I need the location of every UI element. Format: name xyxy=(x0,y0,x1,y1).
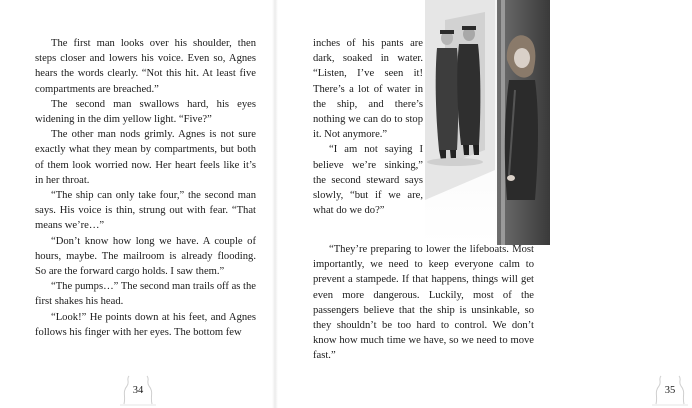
right-paragraph-1: inches of his pants are dark, soaked in water. “Listen, I’ve seen it! There’s a lot of water in the ship, and there’s nothing we can do to stop it. Not anymore.” xyxy=(313,38,423,141)
left-paragraph-7: “Look!” He points down at his feet, and Agnes follows his finger with her eyes. The bottom few xyxy=(35,311,256,338)
left-page xyxy=(0,0,275,408)
right-page xyxy=(275,0,676,408)
page-number-right: 35 xyxy=(664,385,676,396)
page-number-left: 34 xyxy=(132,385,144,396)
right-paragraph-2: “I am not saying I believe we’re sinking,” the second steward says slowly, “but if we are, what do we do?” xyxy=(313,144,423,217)
stewards-and-girl-illustration xyxy=(425,0,550,245)
left-paragraph-2: The second man swallows hard, his eyes widening in the dim yellow light. “Five?” xyxy=(35,98,256,126)
left-paragraph-5: “Don’t know how long we have. A couple of hours, maybe. The mailroom is already flooding. So are the forward cargo holds. I saw them.” xyxy=(35,235,256,278)
left-paragraph-3: The other man nods grimly. Agnes is not sure exactly what they mean by compartments, but both of them look worried now. Her heart feels like it’s in her throat. xyxy=(35,129,256,186)
left-paragraph-1: The first man looks over his shoulder, then steps closer and lowers his voice. Even so, Agnes hears the words clearly. “Not this hit. At least five compartments are breached.” xyxy=(35,38,256,95)
right-page-wide-text xyxy=(313,242,534,364)
left-page-text xyxy=(35,36,256,340)
left-paragraph-4: “The ship can only take four,” the second man says. His voice is thin, strung out with fear. “That means we’re…” xyxy=(35,190,256,232)
right-paragraph-3: “They’re preparing to lower the lifeboats. Most importantly, we need to keep everyone calm to prevent a stampede. If that happens, things will get even more dangerous. Luckily, most of the passengers believe that the ship is unsinkable, so they shouldn’t be too hard to control. We don’t know how much time we have, so we need to move fast.” xyxy=(313,244,534,362)
left-paragraph-6: “The pumps…” The second man trails off as the first shakes his head. xyxy=(35,281,256,308)
right-page-narrow-text xyxy=(313,36,423,218)
